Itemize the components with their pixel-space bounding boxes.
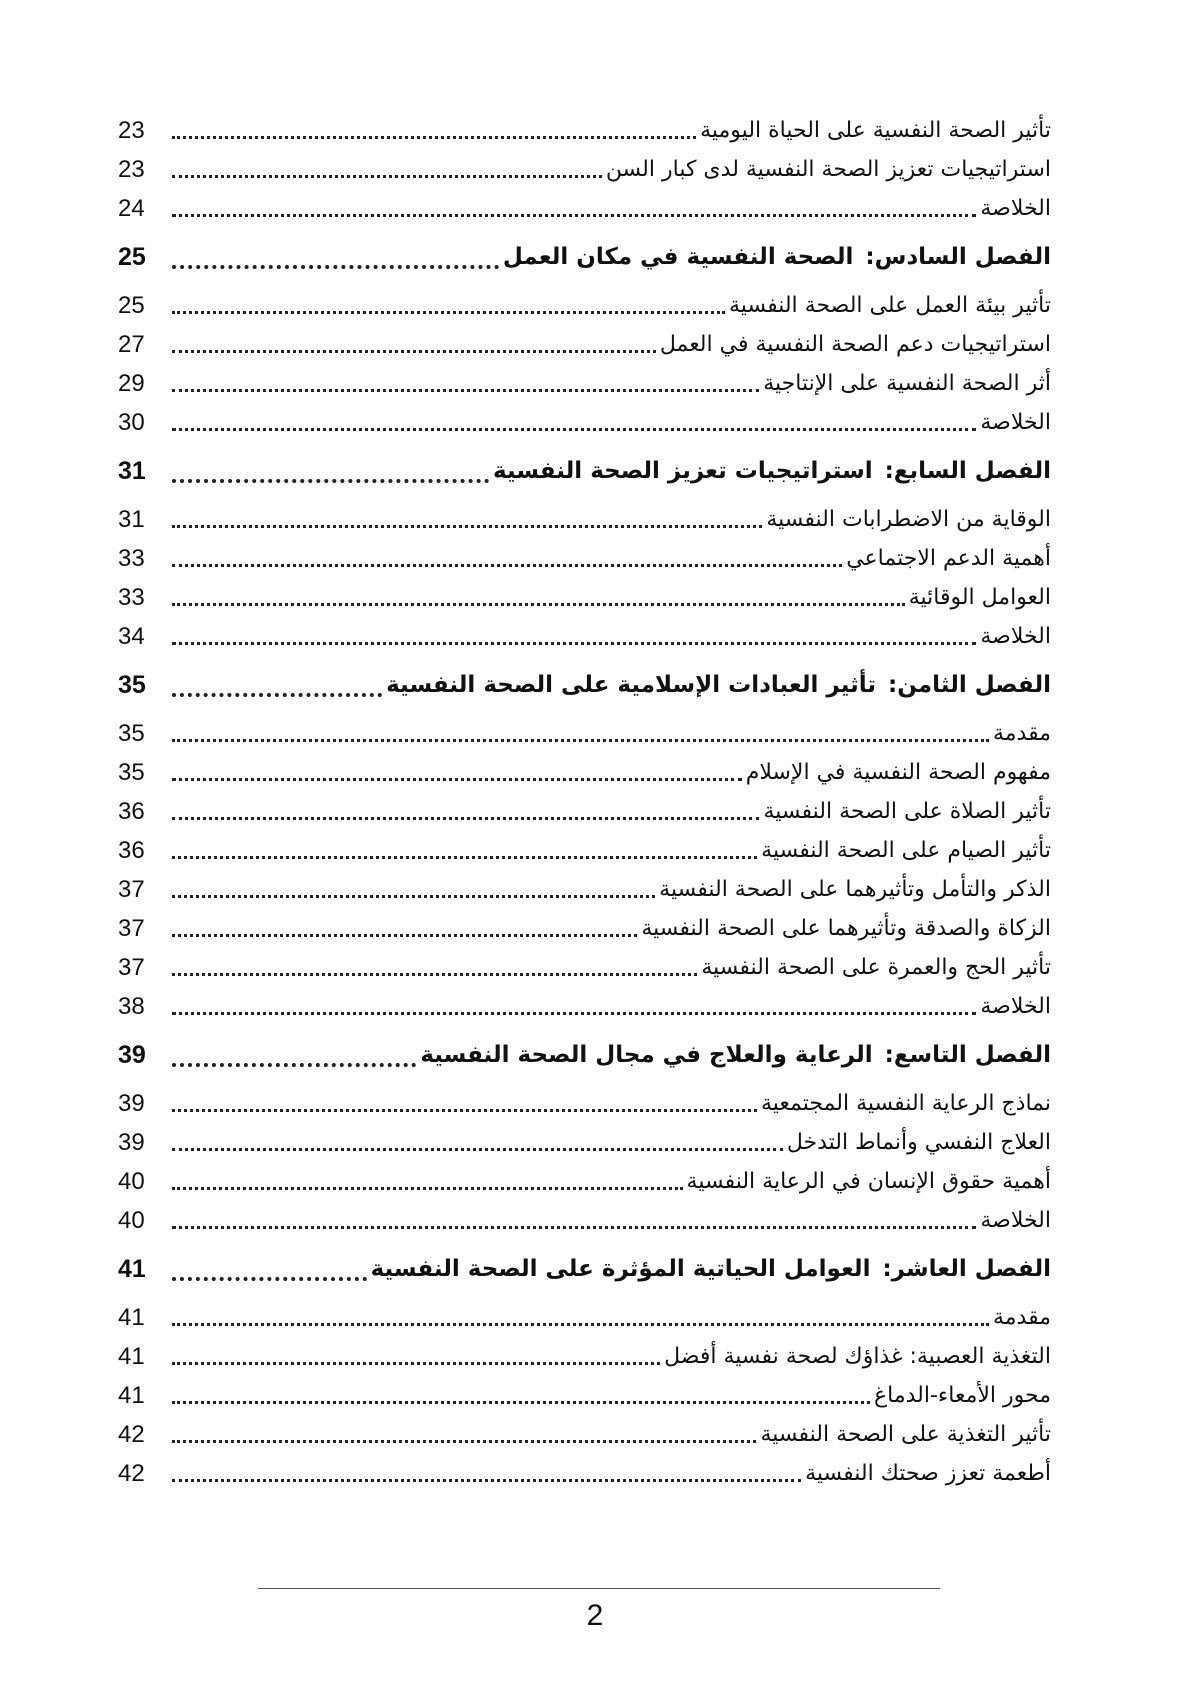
dot-leader — [172, 1277, 367, 1281]
chapter-title — [503, 232, 1051, 282]
toc-entry — [118, 1162, 1051, 1201]
entry-title: الوقاية من الاضطرابات النفسية — [766, 507, 1051, 532]
page-ref: 39 — [118, 1129, 145, 1156]
dot-leader — [172, 1226, 976, 1229]
dot-leader — [172, 350, 656, 353]
entry-title: أهمية حقوق الإنسان في الرعاية النفسية — [686, 1169, 1051, 1194]
page-ref: 23 — [118, 156, 145, 183]
page-ref: 30 — [118, 409, 145, 436]
page-ref: 38 — [118, 993, 145, 1020]
entry-title: تأثير الصحة النفسية على الحياة اليومية — [700, 118, 1051, 143]
toc-chapter-heading — [118, 660, 1051, 710]
toc-entry — [118, 714, 1051, 753]
dot-leader — [172, 934, 637, 937]
page-ref: 33 — [118, 584, 145, 611]
page-ref: 35 — [118, 671, 146, 699]
entry-title: العلاج النفسي وأنماط التدخل — [786, 1130, 1051, 1155]
entry-title: الخلاصة — [980, 994, 1051, 1019]
dot-leader — [172, 136, 696, 139]
dot-leader — [172, 778, 742, 781]
chapter-label: الفصل التاسع: — [884, 1042, 1051, 1068]
toc-chapter-heading — [118, 446, 1051, 496]
table-of-contents — [118, 111, 1051, 1493]
page-ref: 42 — [118, 1460, 145, 1487]
dot-leader — [172, 642, 976, 645]
page-ref: 31 — [118, 506, 145, 533]
entry-title: الخلاصة — [980, 196, 1051, 221]
dot-leader — [172, 1362, 660, 1365]
page-ref: 37 — [118, 915, 145, 942]
toc-entry — [118, 1084, 1051, 1123]
toc-entry — [118, 1201, 1051, 1240]
entry-title: مقدمة — [992, 1305, 1051, 1330]
dot-leader — [172, 1187, 683, 1190]
entry-title: نماذج الرعاية النفسية المجتمعية — [760, 1091, 1051, 1116]
entry-title: أثر الصحة النفسية على الإنتاجية — [763, 371, 1051, 396]
dot-leader — [172, 1063, 416, 1067]
page-ref: 39 — [118, 1090, 145, 1117]
entry-title: التغذية العصبية: غذاؤك لصحة نفسية أفضل — [664, 1344, 1051, 1369]
page-ref: 42 — [118, 1421, 145, 1448]
page-ref: 40 — [118, 1168, 145, 1195]
toc-entry — [118, 1123, 1051, 1162]
toc-chapter-heading — [118, 1030, 1051, 1080]
dot-leader — [172, 603, 905, 606]
dot-leader — [172, 739, 989, 742]
page-ref: 36 — [118, 798, 145, 825]
toc-chapter-heading — [118, 1244, 1051, 1294]
entry-title: الذكر والتأمل وتأثيرهما على الصحة النفسية — [659, 877, 1051, 902]
chapter-title — [386, 660, 1051, 710]
page-ref: 37 — [118, 876, 145, 903]
toc-entry — [118, 403, 1051, 442]
page-ref: 24 — [118, 195, 145, 222]
page-ref: 36 — [118, 837, 145, 864]
chapter-title — [420, 1030, 1051, 1080]
entry-title: تأثير الصيام على الصحة النفسية — [761, 838, 1051, 863]
page-ref: 41 — [118, 1343, 145, 1370]
toc-entry — [118, 1337, 1051, 1376]
page-ref: 25 — [118, 292, 145, 319]
toc-entry — [118, 578, 1051, 617]
entry-title: الخلاصة — [980, 410, 1051, 435]
dot-leader — [172, 311, 725, 314]
entry-title: الزكاة والصدقة وتأثيرهما على الصحة النفسية — [641, 916, 1051, 941]
entry-title: أطعمة تعزز صحتك النفسية — [805, 1461, 1051, 1486]
dot-leader — [172, 214, 976, 217]
dot-leader — [172, 525, 762, 528]
toc-entry — [118, 286, 1051, 325]
page-ref: 31 — [118, 457, 146, 485]
page-ref: 27 — [118, 331, 145, 358]
page-ref: 40 — [118, 1207, 145, 1234]
chapter-label: الفصل السابع: — [884, 458, 1051, 484]
entry-title: الخلاصة — [980, 624, 1051, 649]
page-ref: 33 — [118, 545, 145, 572]
entry-title: العوامل الوقائية — [908, 585, 1051, 610]
entry-title: تأثير الحج والعمرة على الصحة النفسية — [701, 955, 1051, 980]
page-ref: 25 — [118, 243, 146, 271]
dot-leader — [172, 1479, 801, 1482]
dot-leader — [172, 817, 759, 820]
dot-leader — [172, 265, 499, 269]
page-ref: 35 — [118, 720, 145, 747]
chapter-name: استراتيجيات تعزيز الصحة النفسية — [492, 458, 873, 484]
toc-entry — [118, 1376, 1051, 1415]
toc-entry — [118, 111, 1051, 150]
toc-entry — [118, 617, 1051, 656]
entry-title: تأثير التغذية على الصحة النفسية — [760, 1422, 1051, 1447]
chapter-label: الفصل الثامن: — [888, 672, 1051, 698]
toc-entry — [118, 325, 1051, 364]
toc-entry — [118, 909, 1051, 948]
chapter-name: العوامل الحياتية المؤثرة على الصحة النفسية — [370, 1256, 871, 1282]
dot-leader — [172, 1109, 757, 1112]
entry-title: تأثير الصلاة على الصحة النفسية — [763, 799, 1051, 824]
dot-leader — [172, 693, 382, 697]
toc-entry — [118, 831, 1051, 870]
entry-title: تأثير بيئة العمل على الصحة النفسية — [729, 293, 1051, 318]
toc-entry — [118, 1298, 1051, 1337]
toc-entry — [118, 1454, 1051, 1493]
toc-entry — [118, 987, 1051, 1026]
page-ref: 41 — [118, 1382, 145, 1409]
chapter-label: الفصل العاشر: — [882, 1256, 1051, 1282]
footer-divider — [258, 1588, 940, 1589]
page-number: 2 — [586, 1599, 604, 1632]
dot-leader — [172, 856, 757, 859]
page-ref: 23 — [118, 117, 145, 144]
toc-entry — [118, 948, 1051, 987]
toc-entry — [118, 870, 1051, 909]
dot-leader — [172, 1012, 976, 1015]
toc-entry — [118, 189, 1051, 228]
dot-leader — [172, 428, 976, 431]
dot-leader — [172, 1401, 870, 1404]
dot-leader — [172, 564, 842, 567]
dot-leader — [172, 389, 759, 392]
entry-title: مقدمة — [992, 721, 1051, 746]
toc-entry — [118, 792, 1051, 831]
toc-entry — [118, 364, 1051, 403]
dot-leader — [172, 1323, 989, 1326]
entry-title: استراتيجيات تعزيز الصحة النفسية لدى كبار السن — [605, 157, 1051, 182]
dot-leader — [172, 479, 489, 483]
chapter-name: تأثير العبادات الإسلامية على الصحة النفسية — [386, 672, 877, 698]
chapter-label: الفصل السادس: — [865, 244, 1051, 270]
entry-title: محور الأمعاء-الدماغ — [874, 1383, 1051, 1408]
entry-title: مفهوم الصحة النفسية في الإسلام — [745, 760, 1051, 785]
toc-entry — [118, 1415, 1051, 1454]
page-ref: 39 — [118, 1041, 146, 1069]
dot-leader — [172, 895, 655, 898]
chapter-name: الصحة النفسية في مكان العمل — [502, 244, 854, 270]
page-ref: 35 — [118, 759, 145, 786]
dot-leader — [172, 973, 697, 976]
chapter-name: الرعاية والعلاج في مجال الصحة النفسية — [420, 1042, 873, 1068]
page-ref: 34 — [118, 623, 145, 650]
toc-chapter-heading — [118, 232, 1051, 282]
entry-title: استراتيجيات دعم الصحة النفسية في العمل — [659, 332, 1051, 357]
chapter-title — [371, 1244, 1051, 1294]
page-ref: 37 — [118, 954, 145, 981]
chapter-title — [493, 446, 1051, 496]
page-ref: 29 — [118, 370, 145, 397]
page-ref: 41 — [118, 1255, 146, 1283]
toc-entry — [118, 753, 1051, 792]
dot-leader — [172, 1148, 783, 1151]
toc-entry — [118, 500, 1051, 539]
toc-entry — [118, 150, 1051, 189]
toc-entry — [118, 539, 1051, 578]
page-ref: 41 — [118, 1304, 145, 1331]
dot-leader — [172, 175, 602, 178]
entry-title: أهمية الدعم الاجتماعي — [846, 546, 1051, 571]
entry-title: الخلاصة — [980, 1208, 1051, 1233]
dot-leader — [172, 1440, 756, 1443]
